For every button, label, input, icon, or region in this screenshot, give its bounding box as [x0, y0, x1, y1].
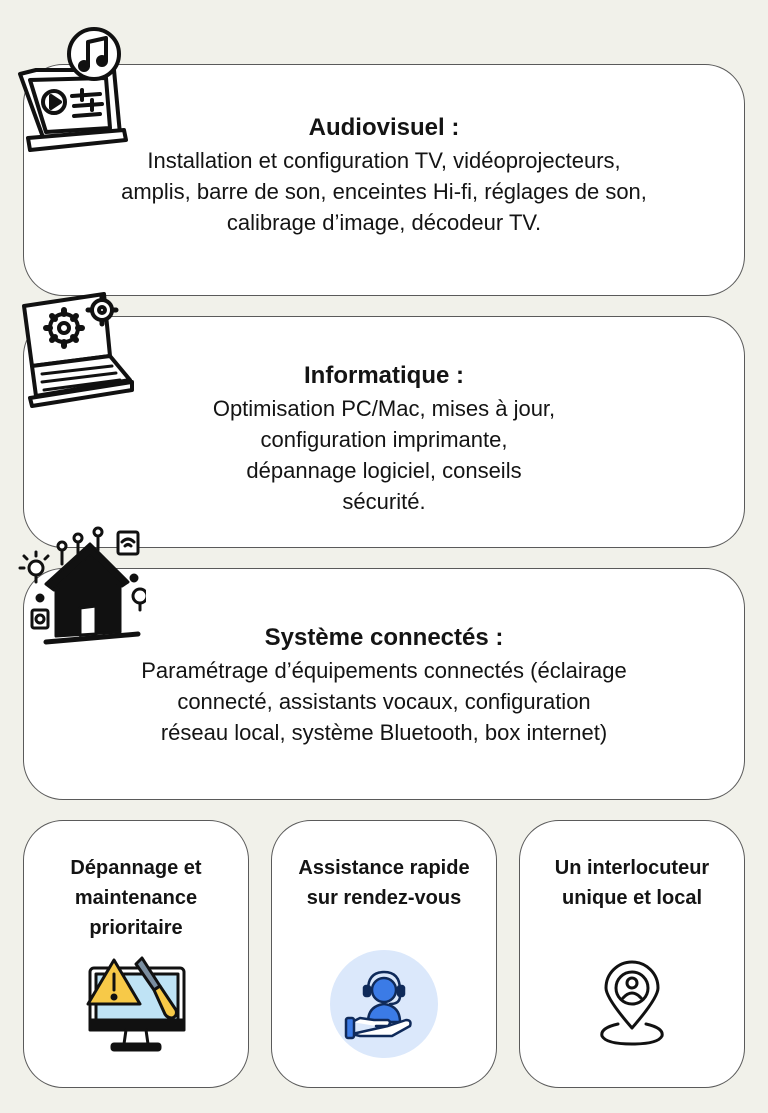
feature-title — [280, 853, 488, 913]
service-description — [24, 655, 744, 748]
feature-line: Un interlocuteur — [554, 857, 710, 879]
service-line: calibrage d’image, décodeur TV. — [226, 210, 542, 235]
smart-home-icon — [16, 524, 146, 648]
feature-line: maintenance — [74, 887, 198, 909]
feature-title — [528, 853, 736, 913]
service-line: Optimisation PC/Mac, mises à jour, — [212, 396, 556, 421]
feature-title — [32, 853, 240, 943]
feature-line: prioritaire — [89, 917, 183, 939]
feature-line: Assistance rapide — [298, 857, 470, 879]
service-title: Système connectés : — [264, 624, 504, 651]
laptop-music-icon — [16, 26, 134, 156]
service-title: Informatique : — [304, 362, 464, 389]
location-person-pin-icon — [596, 958, 668, 1048]
service-description — [24, 145, 744, 238]
headset-support-icon — [330, 950, 438, 1058]
service-line: Paramétrage d’équipements connectés (éclairage — [141, 658, 627, 683]
feature-line: sur rendez-vous — [306, 887, 462, 909]
feature-line: Dépannage et — [70, 857, 202, 879]
service-line: réseau local, système Bluetooth, box internet) — [160, 720, 608, 745]
feature-line: unique et local — [561, 887, 703, 909]
service-title: Audiovisuel : — [308, 114, 460, 141]
service-line: configuration imprimante, — [260, 427, 508, 452]
service-line: connecté, assistants vocaux, configuration — [177, 689, 591, 714]
service-description — [24, 393, 744, 517]
service-line: dépannage logiciel, conseils — [246, 458, 522, 483]
service-line: sécurité. — [342, 489, 426, 514]
service-line: amplis, barre de son, enceintes Hi-fi, réglages de son, — [121, 179, 647, 204]
warning-monitor-repair-icon — [84, 956, 188, 1056]
laptop-gears-icon — [18, 286, 138, 410]
service-line: Installation et configuration TV, vidéoprojecteurs, — [147, 148, 621, 173]
